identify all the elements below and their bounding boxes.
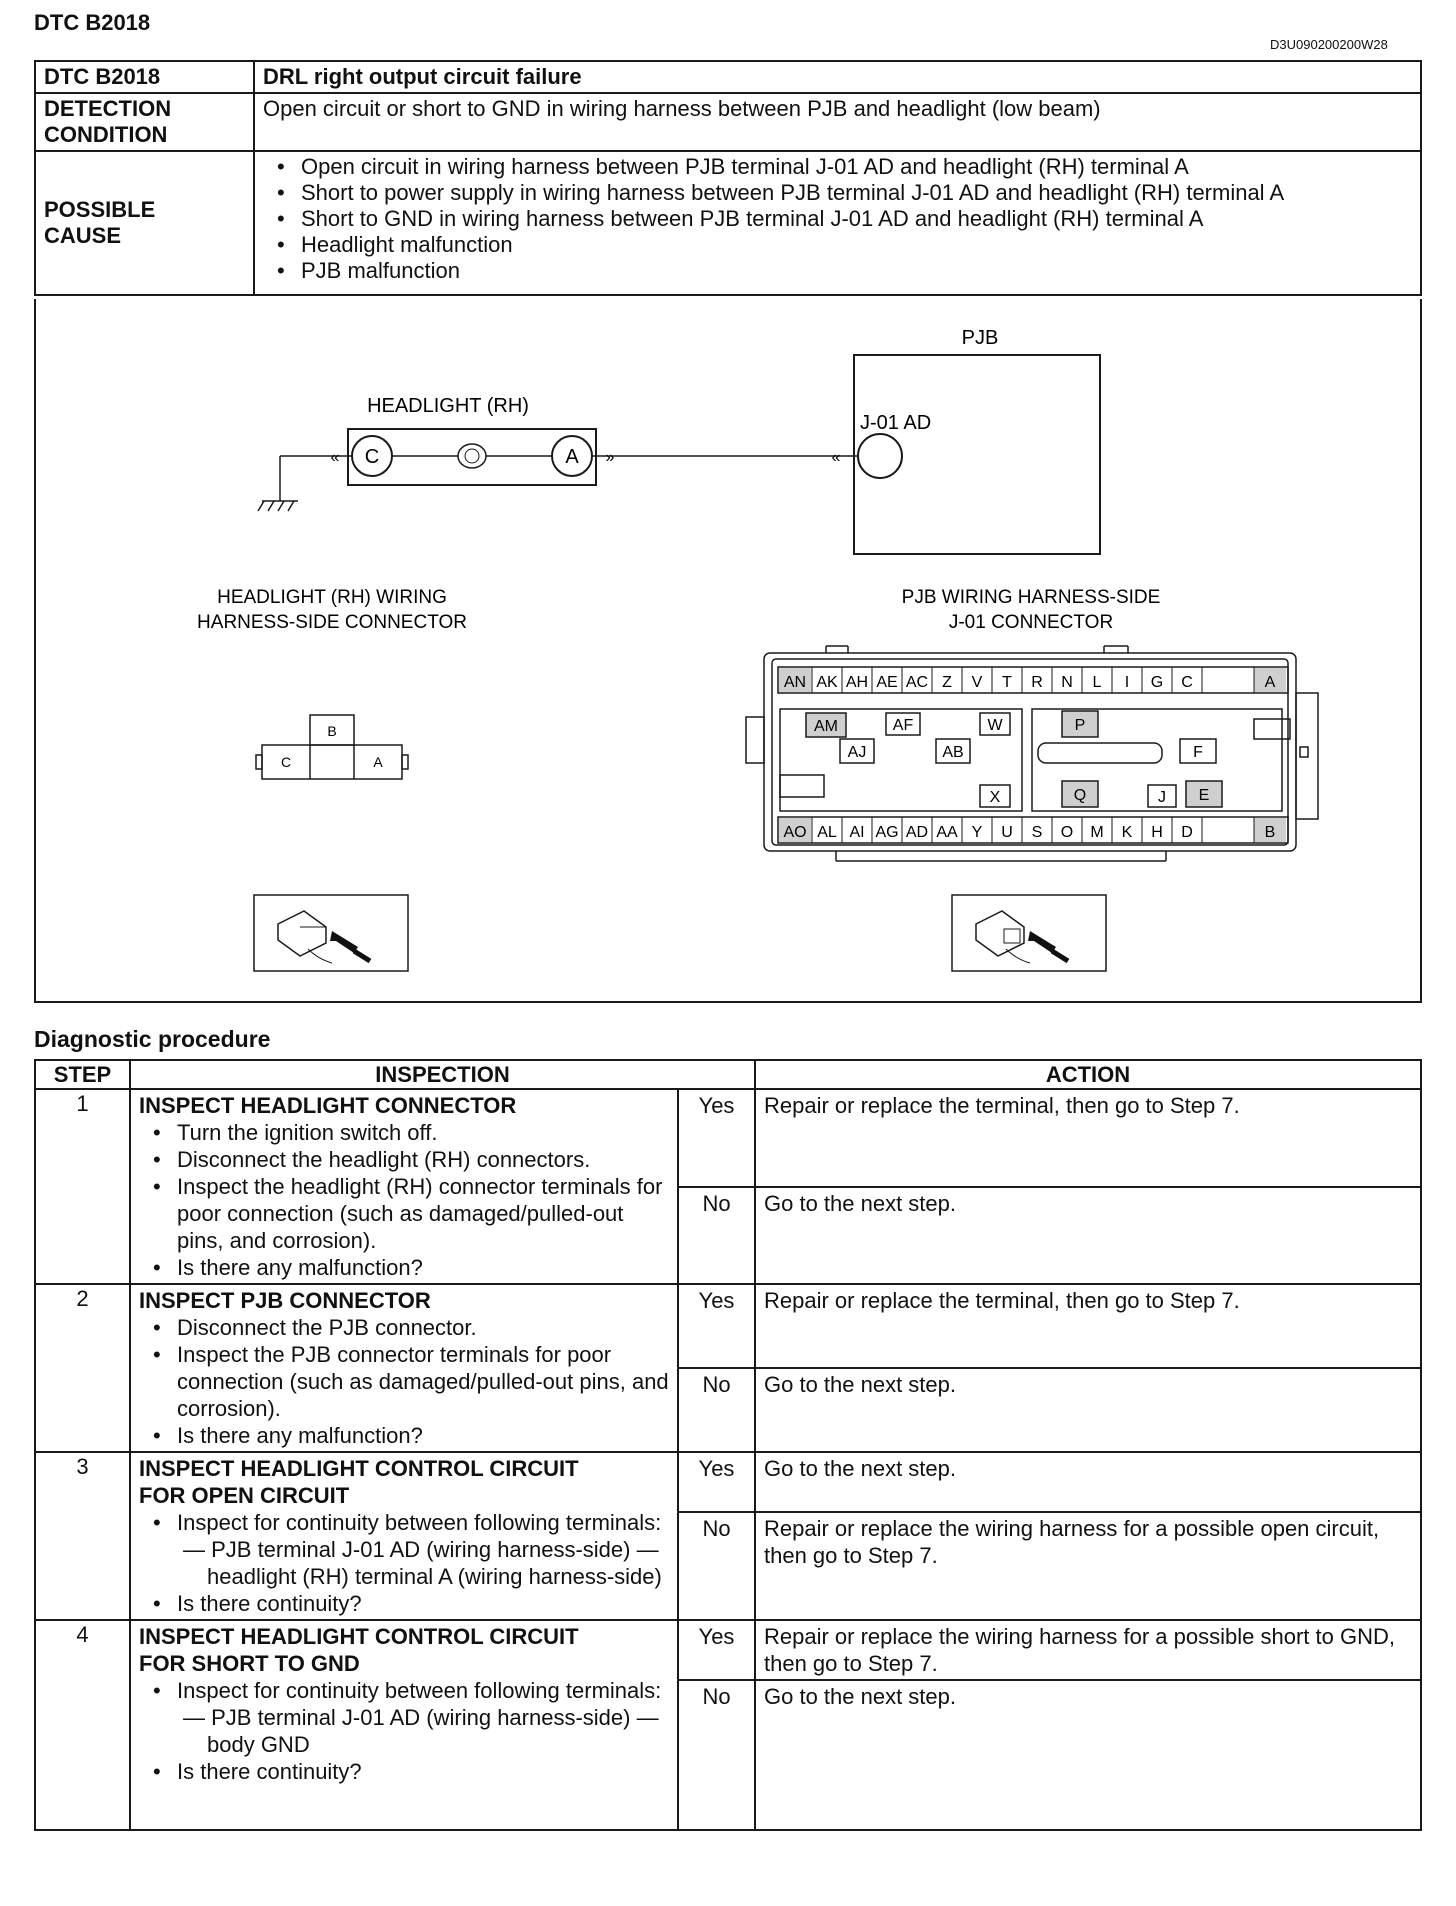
inspection-title: INSPECT PJB CONNECTOR: [139, 1288, 431, 1313]
col-header-inspection: INSPECTION: [130, 1060, 755, 1089]
pjb-pin: G: [1150, 674, 1164, 691]
terminal-a-label: A: [565, 446, 579, 468]
pjb-pin: AN: [783, 674, 807, 691]
pjb-pin: I: [1124, 674, 1130, 691]
ground-icon: [258, 501, 298, 511]
hl-pin-c: C: [280, 754, 292, 770]
pjb-pin: O: [1060, 824, 1074, 841]
inspection-cell: [130, 1452, 678, 1620]
pjb-box: [854, 355, 1100, 554]
col-header-step: STEP: [35, 1060, 130, 1089]
inspection-item: • Disconnect the headlight (RH) connectors.: [177, 1146, 669, 1173]
pjb-pin: Z: [942, 674, 952, 691]
pjb-pin: V: [971, 674, 983, 691]
yes-label: Yes: [678, 1452, 755, 1512]
pjb-pin: H: [1151, 824, 1163, 841]
pjb-pin: AM: [814, 718, 838, 735]
inspection-list: [139, 1758, 669, 1785]
headlight-label: HEADLIGHT (RH): [367, 395, 529, 417]
inspection-item: [177, 1677, 669, 1704]
no-action: Go to the next step.: [755, 1187, 1421, 1285]
pjb-pin: F: [1193, 744, 1203, 761]
inspection-item: • Is there any malfunction?: [177, 1422, 669, 1449]
step-row: [35, 1089, 1421, 1187]
inspection-item: • Inspect the headlight (RH) connector terminals for poor connection (such as damaged/pulled-out pins, and corrosion).: [177, 1173, 669, 1254]
yes-label: Yes: [678, 1284, 755, 1368]
pjb-pin: AC: [905, 674, 929, 691]
pjb-pin: AG: [875, 824, 899, 841]
step-row: [35, 1284, 1421, 1368]
inspection-item-text: • Inspect for continuity between following terminals:: [177, 1678, 662, 1703]
col-header-action: ACTION: [755, 1060, 1421, 1089]
pjb-top-pin-row: [778, 667, 1288, 693]
diagnostic-procedure-table: [34, 1059, 1422, 1831]
connector-mark-icon: «: [330, 449, 340, 466]
pjb-connector-label-2: J-01 CONNECTOR: [948, 612, 1114, 633]
pjb-pin: AH: [845, 674, 869, 691]
inspection-title: INSPECT HEADLIGHT CONTROL CIRCUIT: [139, 1624, 579, 1649]
pjb-pin: N: [1061, 674, 1073, 691]
possible-cause-row: [35, 151, 1421, 295]
connector-mark-icon: «: [831, 449, 841, 466]
dtc-info-table: [34, 60, 1422, 296]
inspection-cell: [130, 1284, 678, 1452]
yes-action: Repair or replace the wiring harness for a possible short to GND, then go to Step 7.: [755, 1620, 1421, 1680]
connector-view-icon: [952, 895, 1106, 971]
bulb-icon: [458, 444, 486, 468]
detection-label: [35, 93, 254, 151]
pjb-pin: X: [989, 789, 1001, 806]
connector-view-icon: [254, 895, 408, 971]
no-label: No: [678, 1368, 755, 1452]
pjb-pin: P: [1074, 717, 1086, 734]
possible-cause-list-cell: [254, 151, 1421, 295]
detection-label-line-1: DETECTION: [44, 96, 172, 121]
pjb-pin: AO: [783, 824, 807, 841]
cause-item: • PJB malfunction: [301, 258, 1412, 284]
step-number: 2: [35, 1284, 130, 1452]
pjb-pin: AK: [816, 674, 838, 691]
cause-item: • Short to power supply in wiring harness between PJB terminal J-01 AD and headlight (RH) terminal A: [301, 180, 1412, 206]
pjb-pin: S: [1031, 824, 1043, 841]
possible-cause-label: [35, 151, 254, 295]
inspection-cell: [130, 1620, 678, 1830]
possible-cause-label-line-1: POSSIBLE: [44, 197, 156, 222]
yes-label: Yes: [678, 1089, 755, 1187]
headlight-connector-label-2: HARNESS-SIDE CONNECTOR: [197, 612, 467, 633]
cause-item: • Short to GND in wiring harness between PJB terminal J-01 AD and headlight (RH) terminal A: [301, 206, 1412, 232]
detection-row: [35, 93, 1421, 151]
yes-label: Yes: [678, 1620, 755, 1680]
step-row: [35, 1452, 1421, 1512]
inspection-item-text: • Inspect for continuity between following terminals:: [177, 1510, 662, 1535]
pjb-pin: B: [1264, 824, 1276, 841]
inspection-list: [139, 1590, 669, 1617]
wiring-diagram: [36, 299, 1424, 1003]
pjb-pin: U: [1001, 824, 1013, 841]
pjb-label: PJB: [961, 327, 999, 349]
yes-action: Go to the next step.: [755, 1452, 1421, 1512]
pjb-connector-label-1: PJB WIRING HARNESS-SIDE: [901, 587, 1161, 608]
dtc-value: DRL right output circuit failure: [254, 61, 1421, 93]
inspection-sub-item: — PJB terminal J-01 AD (wiring harness-side) — headlight (RH) terminal A (wiring harness-side): [183, 1537, 662, 1589]
inspection-title: INSPECT HEADLIGHT CONTROL CIRCUIT: [139, 1456, 579, 1481]
inspection-item: • Turn the ignition switch off.: [177, 1119, 669, 1146]
step-number: 4: [35, 1620, 130, 1830]
procedure-header-row: [35, 1060, 1421, 1089]
inspection-title-line-2: FOR SHORT TO GND: [139, 1651, 360, 1676]
pjb-pin: AE: [876, 674, 898, 691]
pjb-pin: W: [987, 717, 1003, 734]
no-action: Go to the next step.: [755, 1368, 1421, 1452]
possible-cause-list: [263, 154, 1412, 284]
detection-value: Open circuit or short to GND in wiring harness between PJB and headlight (low beam): [254, 93, 1421, 151]
pjb-pin: E: [1198, 787, 1210, 804]
pjb-pin: AA: [936, 824, 958, 841]
hl-pin-a: A: [373, 754, 383, 770]
pjb-pin: AJ: [847, 744, 867, 761]
detection-label-line-2: CONDITION: [44, 122, 168, 147]
dtc-label: DTC B2018: [35, 61, 254, 93]
pjb-pin: M: [1090, 824, 1104, 841]
no-label: No: [678, 1680, 755, 1830]
pjb-pin: Y: [971, 824, 983, 841]
pjb-pin: D: [1181, 824, 1193, 841]
possible-cause-label-line-2: CAUSE: [44, 223, 122, 248]
connector-mark-icon: »: [605, 449, 615, 466]
step-number: 3: [35, 1452, 130, 1620]
inspection-list: [139, 1314, 669, 1449]
pjb-pin: L: [1092, 674, 1102, 691]
inspection-list: [139, 1509, 669, 1536]
pjb-pin: AL: [817, 824, 837, 841]
terminal-c-label: C: [364, 446, 380, 468]
yes-action: Repair or replace the terminal, then go to Step 7.: [755, 1089, 1421, 1187]
pjb-pin: T: [1002, 674, 1012, 691]
pjb-pin: R: [1031, 674, 1043, 691]
inspection-item: • Is there continuity?: [177, 1758, 669, 1785]
dtc-row: [35, 61, 1421, 93]
pjb-pin: AD: [905, 824, 929, 841]
inspection-cell: [130, 1089, 678, 1284]
headlight-box: [348, 429, 596, 485]
pjb-pin: K: [1121, 824, 1133, 841]
inspection-title-line-2: FOR OPEN CIRCUIT: [139, 1483, 350, 1508]
inspection-title: INSPECT HEADLIGHT CONNECTOR: [139, 1093, 517, 1118]
headlight-connector-label-1: HEADLIGHT (RH) WIRING: [217, 587, 447, 608]
document-code: D3U090200200W28: [1270, 37, 1388, 52]
step-row: [35, 1620, 1421, 1680]
cause-item: • Open circuit in wiring harness between PJB terminal J-01 AD and headlight (RH) terminal A: [301, 154, 1412, 180]
pjb-pin: J: [1158, 789, 1166, 806]
j01-terminal-label: J-01 AD: [860, 412, 932, 434]
inspection-item: • Disconnect the PJB connector.: [177, 1314, 669, 1341]
hl-pin-b: B: [327, 723, 337, 739]
inspection-item: • Is there continuity?: [177, 1590, 669, 1617]
inspection-sub-item: — PJB terminal J-01 AD (wiring harness-side) — body GND: [183, 1705, 659, 1757]
wiring-diagram-panel: [34, 299, 1422, 1003]
pjb-bottom-pin-row: [778, 817, 1288, 843]
no-action: Go to the next step.: [755, 1680, 1421, 1830]
pjb-pin: Q: [1073, 787, 1087, 804]
pjb-pin: AI: [849, 824, 865, 841]
inspection-list: [139, 1119, 669, 1281]
step-number: 1: [35, 1089, 130, 1284]
inspection-list: [139, 1677, 669, 1704]
page-title: DTC B2018: [34, 10, 151, 35]
pjb-pin: A: [1264, 674, 1276, 691]
diagnostic-procedure-heading: Diagnostic procedure: [34, 1026, 271, 1052]
inspection-item: • Inspect the PJB connector terminals for poor connection (such as damaged/pulled-out pins, and corrosion).: [177, 1341, 669, 1422]
inspection-item: • Is there any malfunction?: [177, 1254, 669, 1281]
pjb-pin: AB: [942, 744, 964, 761]
no-label: No: [678, 1512, 755, 1620]
pjb-pin: AF: [892, 717, 914, 734]
yes-action: Repair or replace the terminal, then go to Step 7.: [755, 1284, 1421, 1368]
pjb-terminal-circle: [858, 434, 902, 478]
no-action: Repair or replace the wiring harness for a possible open circuit, then go to Step 7.: [755, 1512, 1421, 1620]
pjb-pin: C: [1181, 674, 1193, 691]
inspection-item: [177, 1509, 669, 1536]
no-label: No: [678, 1187, 755, 1285]
cause-item: • Headlight malfunction: [301, 232, 1412, 258]
